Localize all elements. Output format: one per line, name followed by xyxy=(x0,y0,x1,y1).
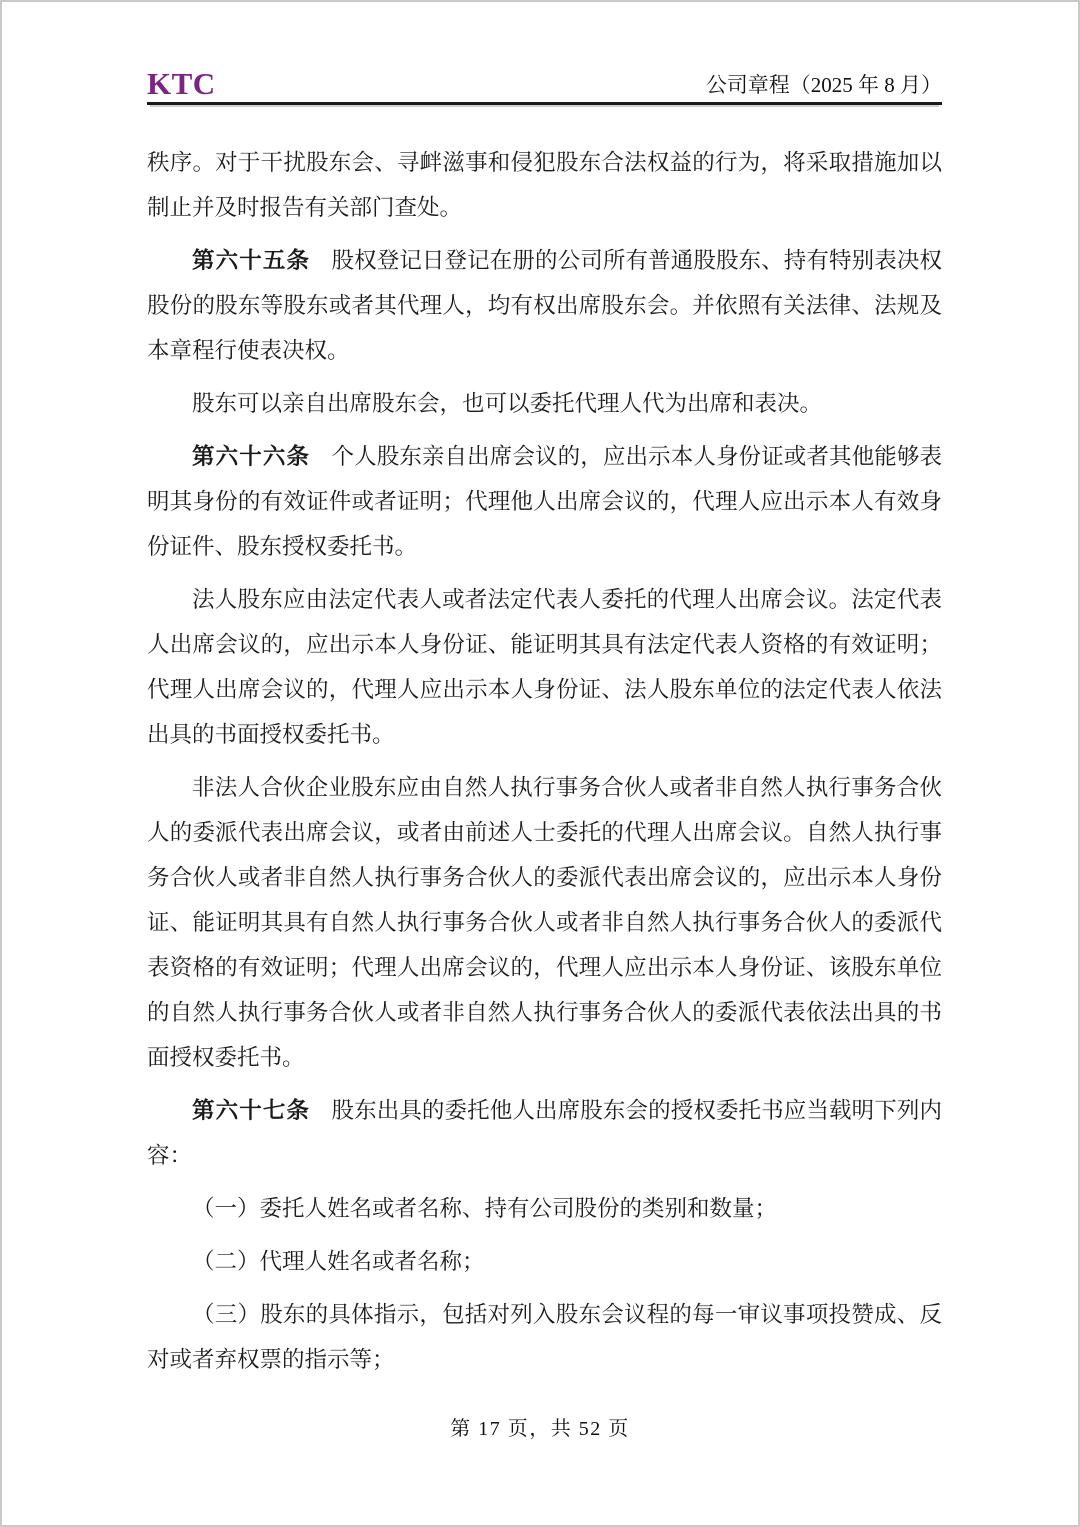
paragraph xyxy=(147,434,942,569)
document-body xyxy=(147,140,942,1382)
paragraph-text: 股东出具的委托他人出席股东会的授权委托书应当载明下列内容： xyxy=(147,1098,942,1168)
paragraph-text: 法人股东应由法定代表人或者法定代表人委托的代理人出席会议。法定代表人出席会议的，应出示本人身份证、能证明其具有法定代表人资格的有效证明；代理人出席会议的，代理人应出示本人身份证、法人股东单位的法定代表人依法出具的书面授权委托书。 xyxy=(147,587,942,747)
paragraph xyxy=(147,1088,942,1178)
page-footer xyxy=(2,1412,1078,1441)
paragraph xyxy=(147,1292,942,1382)
paragraph xyxy=(147,577,942,757)
paragraph xyxy=(147,381,942,426)
article-number: 第六十七条 xyxy=(192,1098,311,1123)
paragraph-text: 股权登记日登记在册的公司所有普通股股东、持有特别表决权股份的股东等股东或者其代理人，均有权出席股东会。并依照有关法律、法规及本章程行使表决权。 xyxy=(147,248,942,363)
paragraph xyxy=(147,238,942,373)
paragraph-text: （三）股东的具体指示，包括对列入股东会议程的每一审议事项投赞成、反对或者弃权票的指示等； xyxy=(147,1302,942,1372)
paragraph xyxy=(147,1186,942,1231)
paragraph-text: （一）委托人姓名或者名称、持有公司股份的类别和数量； xyxy=(192,1196,778,1221)
article-number: 第六十六条 xyxy=(192,444,311,469)
paragraph-text: 个人股东亲自出席会议的，应出示本人身份证或者其他能够表明其身份的有效证件或者证明；代理他人出席会议的，代理人应出示本人有效身份证件、股东授权委托书。 xyxy=(147,444,942,559)
paragraph xyxy=(147,765,942,1080)
page-number: 第 17 页，共 52 页 xyxy=(450,1418,630,1440)
paragraph-text: （二）代理人姓名或者名称； xyxy=(192,1249,485,1274)
page-header xyxy=(147,62,942,105)
brand-logo: KTC xyxy=(147,66,216,101)
paragraph-text: 秩序。对于干扰股东会、寻衅滋事和侵犯股东合法权益的行为，将采取措施加以制止并及时报告有关部门查处。 xyxy=(147,150,942,220)
article-number: 第六十五条 xyxy=(192,248,311,273)
paragraph xyxy=(147,1239,942,1284)
paragraph-text: 股东可以亲自出席股东会，也可以委托代理人代为出席和表决。 xyxy=(192,391,823,416)
document-title: 公司章程（2025 年 8 月） xyxy=(705,73,942,97)
paragraph xyxy=(147,140,942,230)
paragraph-text: 非法人合伙企业股东应由自然人执行事务合伙人或者非自然人执行事务合伙人的委派代表出席会议，或者由前述人士委托的代理人出席会议。自然人执行事务合伙人或者非自然人执行事务合伙人的委派代表出席会议的，应出示本人身份证、能证明其具有自然人执行事务合伙人或者非自然人执行事务合伙人的委派代表资格的有效证明；代理人出席会议的，代理人应出示本人身份证、该股东单位的自然人执行事务合伙人或者非自然人执行事务合伙人的委派代表依法出具的书面授权委托书。 xyxy=(147,775,942,1070)
